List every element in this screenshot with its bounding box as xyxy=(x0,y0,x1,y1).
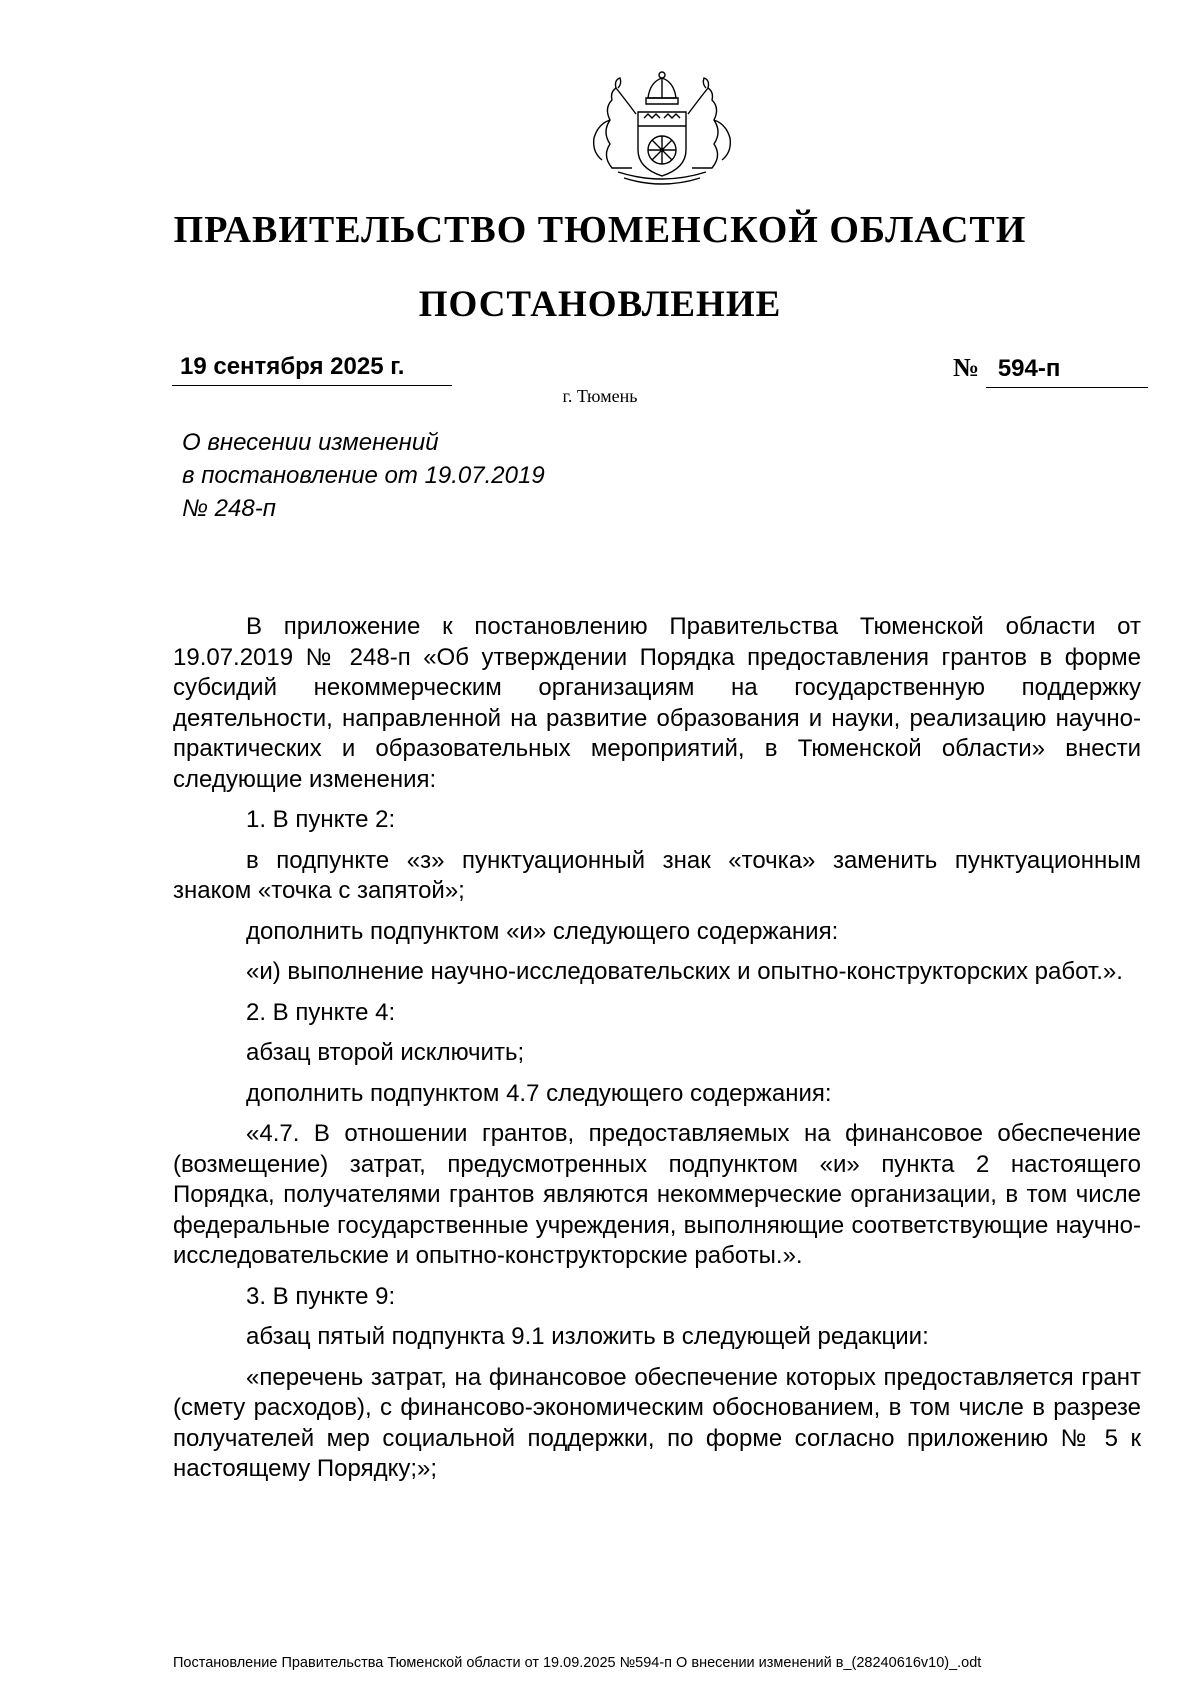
subject-line: № 248-п xyxy=(182,495,276,522)
organization-title: ПРАВИТЕЛЬСТВО ТЮМЕНСКОЙ ОБЛАСТИ xyxy=(173,209,1027,251)
document-footer: Постановление Правительства Тюменской области от 19.09.2025 №594-п О внесении изменений в_(28240616v10)_.odt xyxy=(173,1655,982,1671)
subject-line: в постановление от 19.07.2019 xyxy=(182,462,545,489)
body-paragraph: «перечень затрат, на финансовое обеспечение которых предоставляется грант (смету расходов), с финансово-экономическим обоснованием, в том числе в разрезе получателей мер социальной поддержки, по форме согласно приложению № 5 к настоящему Порядку;»; xyxy=(173,1363,1141,1482)
document-type-heading: ПОСТАНОВЛЕНИЕ xyxy=(418,284,782,325)
body-paragraph: в подпункте «з» пунктуационный знак «точка» заменить пунктуационным знаком «точка с запятой»; xyxy=(173,846,1141,904)
document-date: 19 сентября 2025 г. xyxy=(180,353,405,380)
coat-of-arms-emblem xyxy=(588,68,736,188)
body-paragraph: 3. В пункте 9: xyxy=(246,1282,396,1310)
body-paragraph: «4.7. В отношении грантов, предоставляемых на финансовое обеспечение (возмещение) затрат, предусмотренных подпунктом «и» пункта 2 настоящего Порядка, получателями грантов являются некоммерческие организации, в том числе федеральные государственные учреждения, выполняющие соответствующие научно-исследовательские и опытно-конструкторские работы.». xyxy=(173,1120,1141,1269)
body-paragraph: «и) выполнение научно-исследовательских и опытно-конструкторских работ.». xyxy=(246,958,1123,985)
document-body xyxy=(173,612,1141,1495)
body-paragraph: абзац второй исключить; xyxy=(246,1039,525,1066)
body-paragraph: дополнить подпунктом «и» следующего содержания: xyxy=(246,917,839,945)
body-paragraph: В приложение к постановлению Правительства Тюменской области от 19.07.2019 № 248-п «Об утверждении Порядка предоставления грантов в форме субсидий некоммерческим организациям на государственную поддержку деятельности, направленной на развитие образования и науки, реализацию научно-практических и образовательных мероприятий, в Тюменской области» внести следующие изменения: xyxy=(173,613,1141,793)
document-date-field xyxy=(172,353,452,386)
body-paragraph: абзац пятый подпункта 9.1 изложить в следующей редакции: xyxy=(246,1323,929,1350)
document-subject xyxy=(182,426,545,525)
number-sign: № xyxy=(953,353,980,382)
body-paragraph: 2. В пункте 4: xyxy=(246,998,396,1026)
body-paragraph: дополнить подпунктом 4.7 следующего содержания: xyxy=(246,1079,832,1107)
subject-line: О внесении изменений xyxy=(182,429,439,456)
city-label: г. Тюмень xyxy=(562,386,638,406)
document-number: 594-п xyxy=(986,355,1148,388)
document-number-field xyxy=(953,353,1148,388)
body-paragraph: 1. В пункте 2: xyxy=(246,806,396,833)
